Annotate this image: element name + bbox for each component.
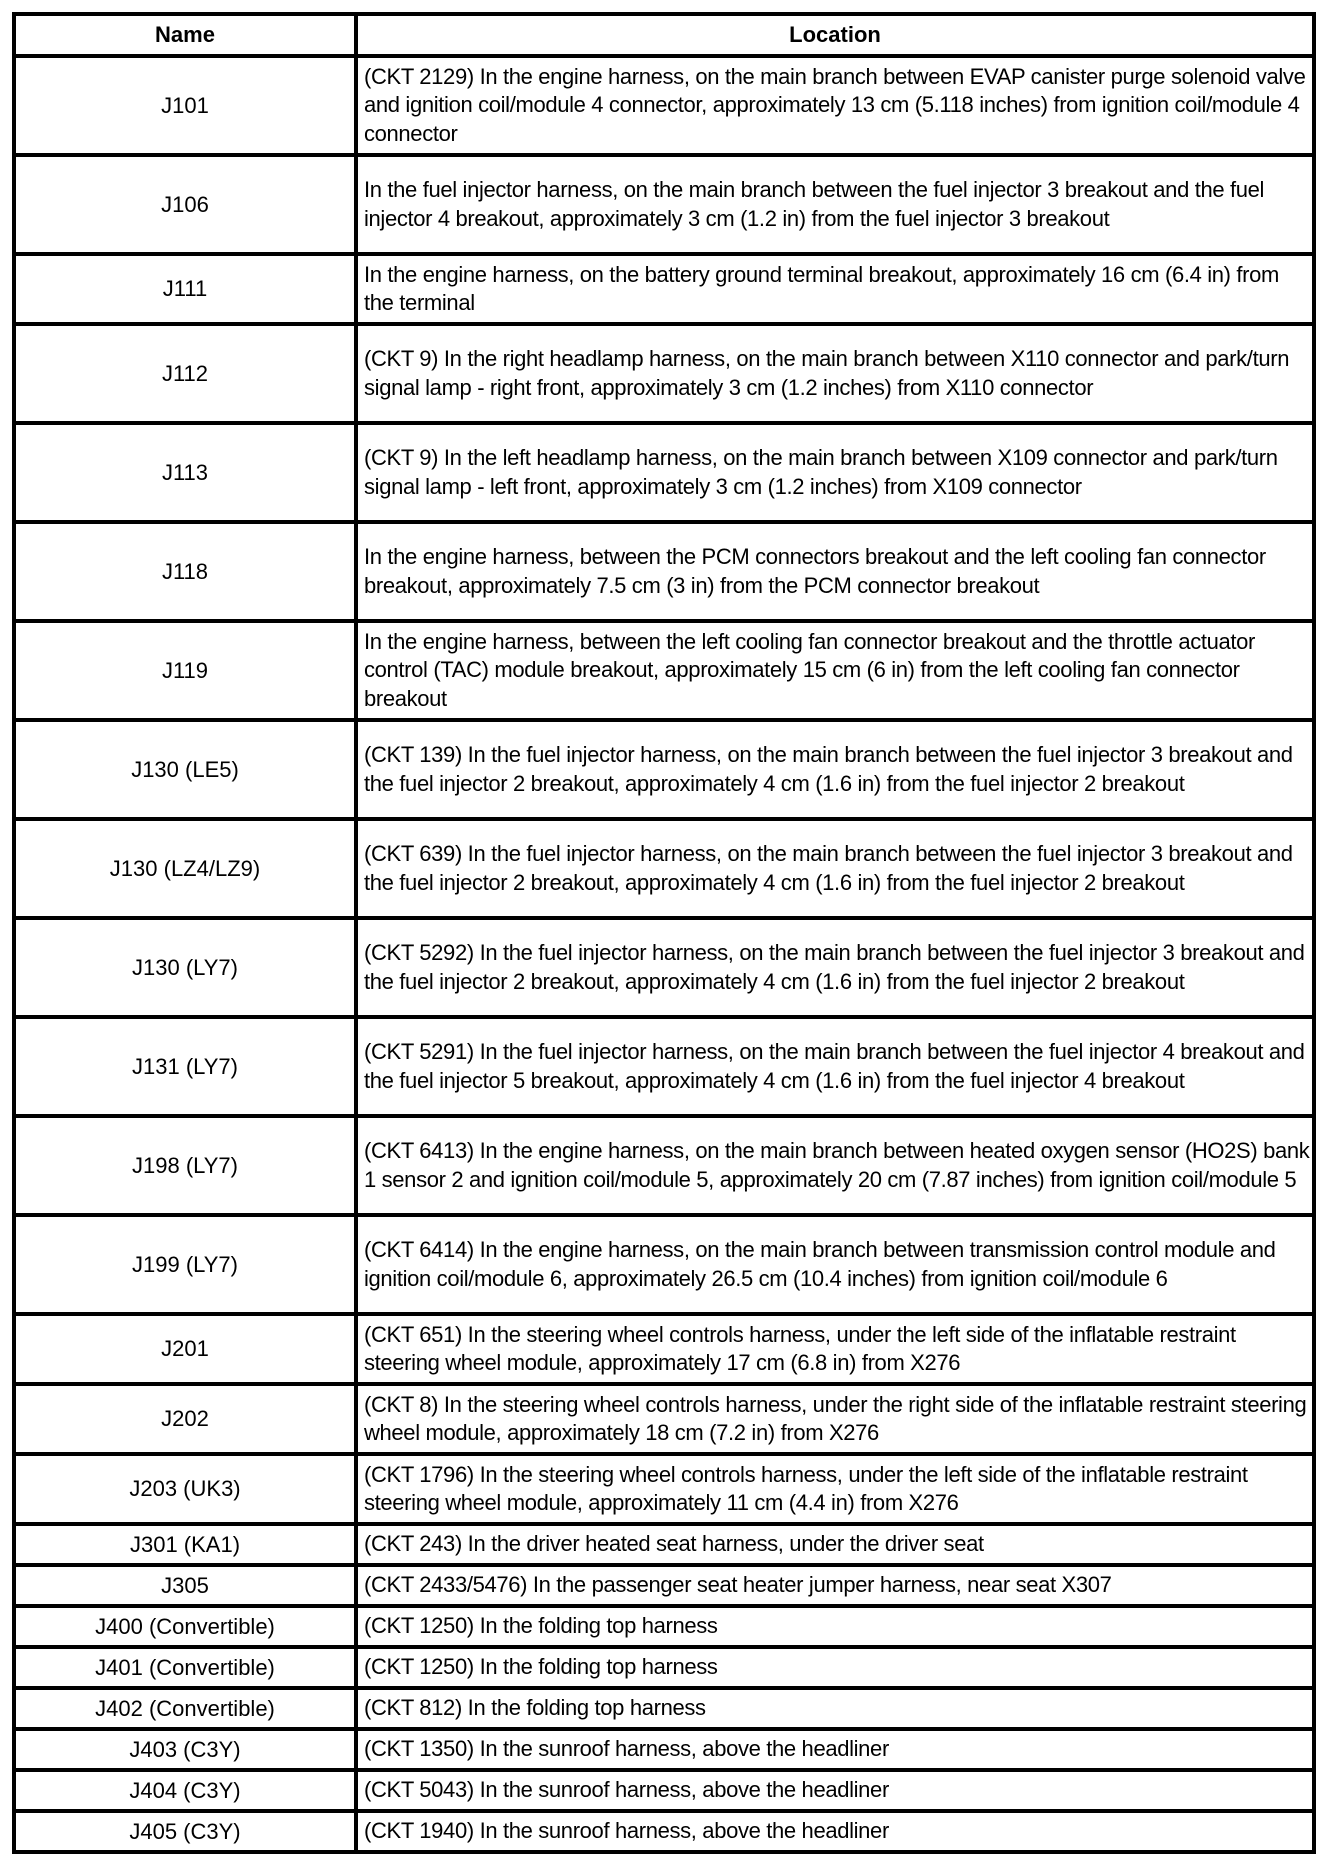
- splice-location: (CKT 139) In the fuel injector harness, on the main branch between the fuel injector 3 breakout and the fuel injector 2 breakout, approximately 4 cm (1.6 in) from the fuel injector 2 breakout: [356, 720, 1314, 819]
- table-row: [14, 1116, 1314, 1215]
- splice-location: (CKT 812) In the folding top harness: [356, 1688, 1314, 1729]
- splice-name: J400 (Convertible): [14, 1606, 356, 1647]
- table-row: [14, 1688, 1314, 1729]
- splice-name: J119: [14, 621, 356, 720]
- splice-location: (CKT 2129) In the engine harness, on the main branch between EVAP canister purge solenoid valve and ignition coil/module 4 connector, approximately 13 cm (5.118 inches) from ignition coil/module 4 connector: [356, 56, 1314, 155]
- splice-name: J305: [14, 1565, 356, 1606]
- table-row: [14, 155, 1314, 254]
- splice-name: J405 (C3Y): [14, 1811, 356, 1852]
- splice-name: J111: [14, 254, 356, 324]
- table-row: [14, 324, 1314, 423]
- table-row: [14, 1770, 1314, 1811]
- splice-name: J301 (KA1): [14, 1524, 356, 1565]
- splice-name: J106: [14, 155, 356, 254]
- table-row: [14, 1524, 1314, 1565]
- splice-location: (CKT 6413) In the engine harness, on the main branch between heated oxygen sensor (HO2S) bank 1 sensor 2 and ignition coil/module 5, approximately 20 cm (7.87 inches) from ignition coil/module 5: [356, 1116, 1314, 1215]
- table-row: [14, 1811, 1314, 1852]
- splice-name: J401 (Convertible): [14, 1647, 356, 1688]
- table-row: [14, 1454, 1314, 1524]
- splice-location: (CKT 1250) In the folding top harness: [356, 1647, 1314, 1688]
- splice-location: (CKT 5043) In the sunroof harness, above the headliner: [356, 1770, 1314, 1811]
- table-row: [14, 423, 1314, 522]
- splice-location: In the engine harness, between the left cooling fan connector breakout and the throttle actuator control (TAC) module breakout, approximately 15 cm (6 in) from the left cooling fan connector breakout: [356, 621, 1314, 720]
- table-row: [14, 918, 1314, 1017]
- splice-location-table: [12, 12, 1316, 1854]
- table-row: [14, 621, 1314, 720]
- splice-name: J101: [14, 56, 356, 155]
- splice-location: (CKT 1250) In the folding top harness: [356, 1606, 1314, 1647]
- splice-name: J112: [14, 324, 356, 423]
- splice-name: J199 (LY7): [14, 1215, 356, 1314]
- splice-location: (CKT 2433/5476) In the passenger seat heater jumper harness, near seat X307: [356, 1565, 1314, 1606]
- splice-name: J130 (LE5): [14, 720, 356, 819]
- splice-location: (CKT 1940) In the sunroof harness, above the headliner: [356, 1811, 1314, 1852]
- table-row: [14, 522, 1314, 621]
- splice-location: (CKT 5292) In the fuel injector harness, on the main branch between the fuel injector 3 breakout and the fuel injector 2 breakout, approximately 4 cm (1.6 in) from the fuel injector 2 breakout: [356, 918, 1314, 1017]
- table-row: [14, 254, 1314, 324]
- splice-location: In the fuel injector harness, on the main branch between the fuel injector 3 breakout and the fuel injector 4 breakout, approximately 3 cm (1.2 in) from the fuel injector 3 breakout: [356, 155, 1314, 254]
- table-row: [14, 1017, 1314, 1116]
- splice-name: J404 (C3Y): [14, 1770, 356, 1811]
- table-row: [14, 1384, 1314, 1454]
- table-row: [14, 1606, 1314, 1647]
- table-row: [14, 1729, 1314, 1770]
- column-header-location: Location: [356, 14, 1314, 56]
- splice-name: J130 (LZ4/LZ9): [14, 819, 356, 918]
- splice-location: (CKT 651) In the steering wheel controls harness, under the left side of the inflatable restraint steering wheel module, approximately 17 cm (6.8 in) from X276: [356, 1314, 1314, 1384]
- splice-name: J203 (UK3): [14, 1454, 356, 1524]
- splice-location: (CKT 9) In the right headlamp harness, on the main branch between X110 connector and park/turn signal lamp - right front, approximately 3 cm (1.2 inches) from X110 connector: [356, 324, 1314, 423]
- splice-location: In the engine harness, between the PCM connectors breakout and the left cooling fan connector breakout, approximately 7.5 cm (3 in) from the PCM connector breakout: [356, 522, 1314, 621]
- splice-name: J403 (C3Y): [14, 1729, 356, 1770]
- table-row: [14, 1314, 1314, 1384]
- splice-location: (CKT 5291) In the fuel injector harness, on the main branch between the fuel injector 4 breakout and the fuel injector 5 breakout, approximately 4 cm (1.6 in) from the fuel injector 4 breakout: [356, 1017, 1314, 1116]
- splice-name: J198 (LY7): [14, 1116, 356, 1215]
- splice-name: J402 (Convertible): [14, 1688, 356, 1729]
- splice-location: (CKT 639) In the fuel injector harness, on the main branch between the fuel injector 3 breakout and the fuel injector 2 breakout, approximately 4 cm (1.6 in) from the fuel injector 2 breakout: [356, 819, 1314, 918]
- splice-name: J130 (LY7): [14, 918, 356, 1017]
- splice-location: In the engine harness, on the battery ground terminal breakout, approximately 16 cm (6.4 in) from the terminal: [356, 254, 1314, 324]
- splice-location: (CKT 9) In the left headlamp harness, on the main branch between X109 connector and park/turn signal lamp - left front, approximately 3 cm (1.2 inches) from X109 connector: [356, 423, 1314, 522]
- splice-location: (CKT 1350) In the sunroof harness, above the headliner: [356, 1729, 1314, 1770]
- table-row: [14, 819, 1314, 918]
- splice-location: (CKT 243) In the driver heated seat harness, under the driver seat: [356, 1524, 1314, 1565]
- column-header-name: Name: [14, 14, 356, 56]
- table-row: [14, 1647, 1314, 1688]
- splice-location: (CKT 1796) In the steering wheel controls harness, under the left side of the inflatable restraint steering wheel module, approximately 11 cm (4.4 in) from X276: [356, 1454, 1314, 1524]
- splice-location: (CKT 6414) In the engine harness, on the main branch between transmission control module and ignition coil/module 6, approximately 26.5 cm (10.4 inches) from ignition coil/module 6: [356, 1215, 1314, 1314]
- splice-name: J113: [14, 423, 356, 522]
- header-row: [14, 14, 1314, 56]
- splice-name: J131 (LY7): [14, 1017, 356, 1116]
- table-row: [14, 1215, 1314, 1314]
- splice-name: J201: [14, 1314, 356, 1384]
- table-row: [14, 1565, 1314, 1606]
- splice-location: (CKT 8) In the steering wheel controls harness, under the right side of the inflatable restraint steering wheel module, approximately 18 cm (7.2 in) from X276: [356, 1384, 1314, 1454]
- splice-name: J202: [14, 1384, 356, 1454]
- table-row: [14, 56, 1314, 155]
- table-row: [14, 720, 1314, 819]
- splice-name: J118: [14, 522, 356, 621]
